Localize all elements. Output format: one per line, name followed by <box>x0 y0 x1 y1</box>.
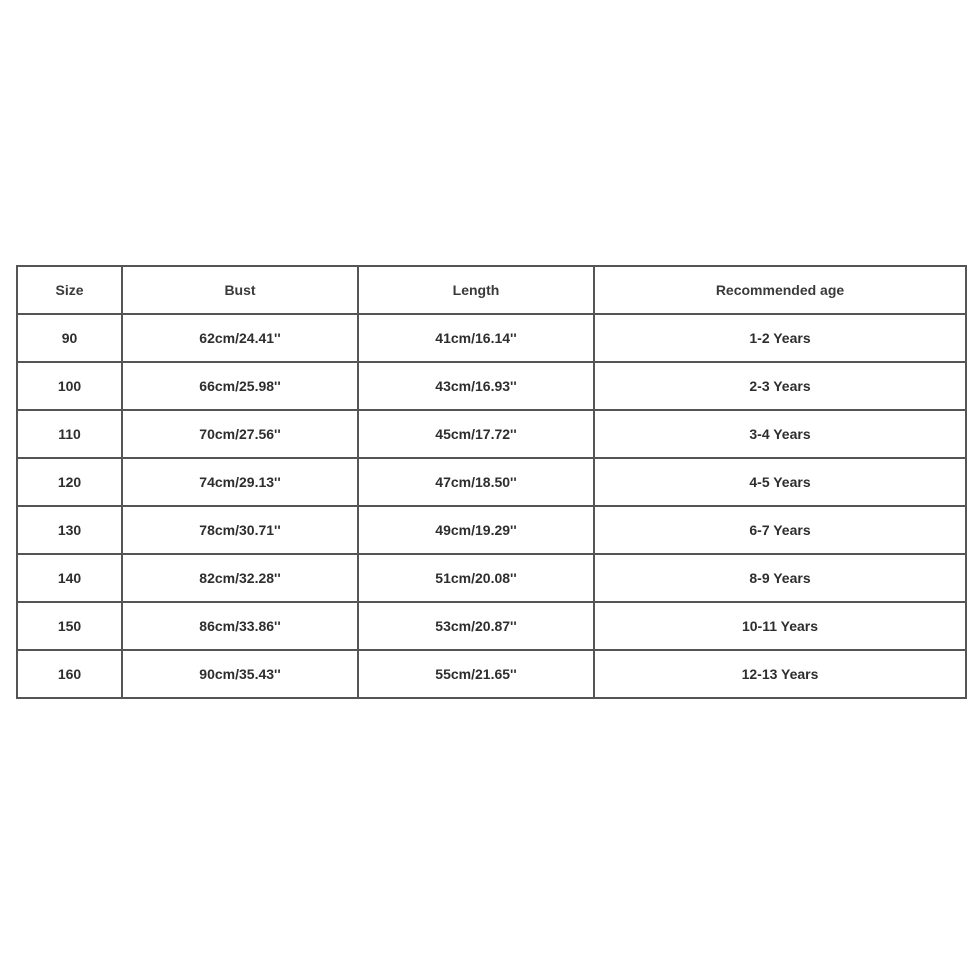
cell-length: 43cm/16.93'' <box>358 362 594 410</box>
cell-size: 90 <box>17 314 122 362</box>
table-row <box>17 554 966 602</box>
cell-length: 49cm/19.29'' <box>358 506 594 554</box>
cell-size: 130 <box>17 506 122 554</box>
cell-bust: 90cm/35.43'' <box>122 650 358 698</box>
table-row <box>17 458 966 506</box>
column-header-length: Length <box>358 266 594 314</box>
cell-length: 53cm/20.87'' <box>358 602 594 650</box>
cell-size: 140 <box>17 554 122 602</box>
size-chart-table <box>16 265 967 699</box>
cell-size: 100 <box>17 362 122 410</box>
cell-size: 120 <box>17 458 122 506</box>
cell-age: 4-5 Years <box>594 458 966 506</box>
cell-size: 160 <box>17 650 122 698</box>
cell-age: 2-3 Years <box>594 362 966 410</box>
cell-bust: 66cm/25.98'' <box>122 362 358 410</box>
cell-size: 110 <box>17 410 122 458</box>
cell-age: 10-11 Years <box>594 602 966 650</box>
cell-length: 45cm/17.72'' <box>358 410 594 458</box>
cell-bust: 82cm/32.28'' <box>122 554 358 602</box>
table-row <box>17 314 966 362</box>
cell-bust: 74cm/29.13'' <box>122 458 358 506</box>
cell-length: 47cm/18.50'' <box>358 458 594 506</box>
cell-length: 55cm/21.65'' <box>358 650 594 698</box>
cell-age: 1-2 Years <box>594 314 966 362</box>
cell-age: 6-7 Years <box>594 506 966 554</box>
cell-length: 51cm/20.08'' <box>358 554 594 602</box>
table-body <box>17 314 966 698</box>
column-header-size: Size <box>17 266 122 314</box>
header-row <box>17 266 966 314</box>
table-row <box>17 650 966 698</box>
column-header-bust: Bust <box>122 266 358 314</box>
table-row <box>17 410 966 458</box>
table-row <box>17 362 966 410</box>
cell-length: 41cm/16.14'' <box>358 314 594 362</box>
cell-age: 8-9 Years <box>594 554 966 602</box>
table-row <box>17 506 966 554</box>
column-header-recommended-age: Recommended age <box>594 266 966 314</box>
cell-age: 12-13 Years <box>594 650 966 698</box>
cell-bust: 86cm/33.86'' <box>122 602 358 650</box>
table-row <box>17 602 966 650</box>
cell-size: 150 <box>17 602 122 650</box>
table-header <box>17 266 966 314</box>
cell-bust: 78cm/30.71'' <box>122 506 358 554</box>
cell-age: 3-4 Years <box>594 410 966 458</box>
cell-bust: 70cm/27.56'' <box>122 410 358 458</box>
cell-bust: 62cm/24.41'' <box>122 314 358 362</box>
